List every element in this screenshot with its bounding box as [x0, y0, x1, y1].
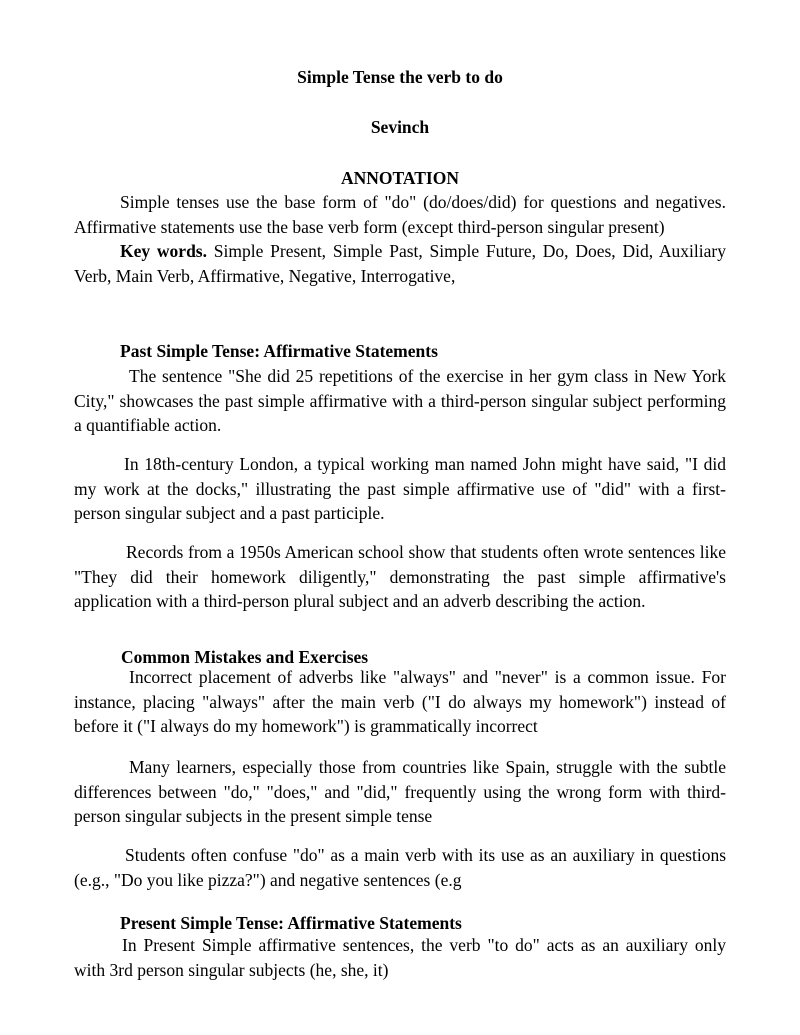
author-name: Sevinch	[370, 117, 430, 137]
paragraph	[74, 755, 726, 829]
section-heading-common-mistakes: Common Mistakes and Exercises	[121, 647, 369, 667]
document-title: Simple Tense the verb to do	[297, 67, 503, 87]
paragraph-text: Students often confuse "do" as a main verb with its use as an auxiliary in questions (e.g., "Do you like pizza?") and negative sentences (e.g	[74, 845, 726, 890]
paragraph	[74, 540, 726, 614]
annotation-paragraph	[74, 190, 726, 239]
paragraph	[74, 452, 726, 526]
annotation-text: Simple tenses use the base form of "do" (do/does/did) for questions and negatives. Affirmative statements use the base verb form (except third-person singular present)	[74, 192, 726, 237]
keywords-text: Simple Present, Simple Past, Simple Future, Do, Does, Did, Auxiliary Verb, Main Verb, Affirmative, Negative, Interrogative,	[74, 241, 726, 286]
keywords-label: Key words.	[120, 241, 207, 261]
paragraph-text: In 18th-century London, a typical working man named John might have said, "I did my work at the docks," illustrating the past simple affirmative use of "did" with a first-person singular subject and a past participle.	[74, 454, 726, 523]
paragraph-text: Records from a 1950s American school show that students often wrote sentences like "They did their homework diligently," demonstrating the past simple affirmative's application with a third-person plural subject and an adverb describing the action.	[74, 542, 726, 611]
paragraph-text: In Present Simple affirmative sentences, the verb "to do" acts as an auxiliary only with 3rd person singular subjects (he, she, it)	[74, 935, 726, 980]
section-heading-present-simple: Present Simple Tense: Affirmative Statements	[120, 913, 462, 933]
paragraph-text: The sentence "She did 25 repetitions of the exercise in her gym class in New York City," showcases the past simple affirmative with a third-person singular subject performing a quantifiable action.	[74, 366, 726, 435]
paragraph-text: Incorrect placement of adverbs like "always" and "never" is a common issue. For instance, placing "always" after the main verb ("I do always my homework") instead of before it ("I always do my homework") is grammatically incorrect	[74, 667, 726, 736]
paragraph	[74, 665, 726, 739]
paragraph	[74, 843, 726, 892]
paragraph	[74, 933, 726, 982]
paragraph-text: Many learners, especially those from countries like Spain, struggle with the subtle differences between "do," "does," and "did," frequently using the wrong form with third-person singular subjects in the present simple tense	[74, 757, 726, 826]
paragraph	[74, 364, 726, 438]
annotation-heading: ANNOTATION	[341, 168, 459, 188]
keywords-paragraph	[74, 239, 726, 288]
section-heading-past-simple: Past Simple Tense: Affirmative Statements	[120, 341, 438, 361]
